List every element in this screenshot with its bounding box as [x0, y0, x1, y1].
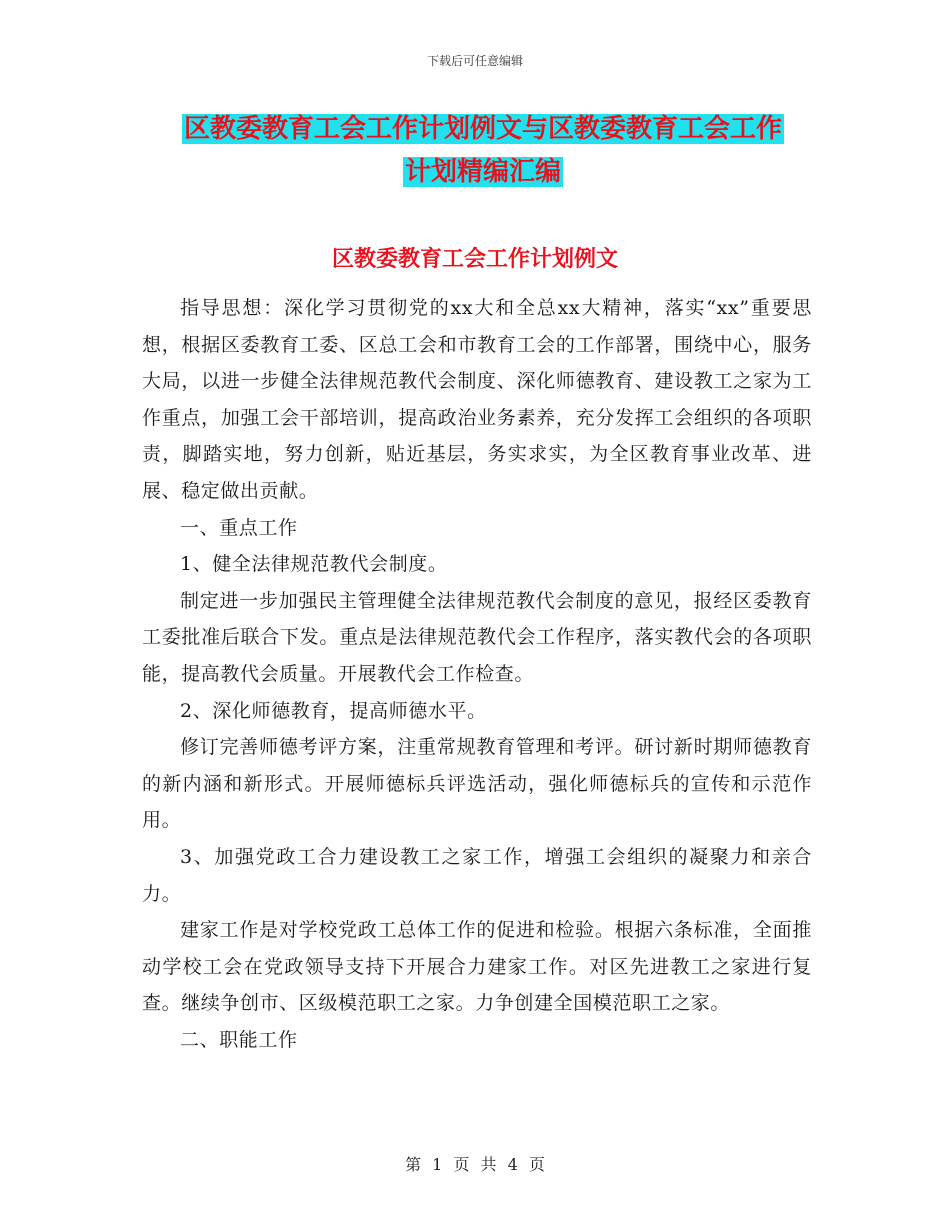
- document-body: [142, 290, 812, 1058]
- document-title: [143, 108, 823, 194]
- paragraph-2: 修订完善师德考评方案，注重常规教育管理和考评。研讨新时期师德教育的新内涵和新形式。开展师德标兵评选活动，强化师德标兵的宣传和示范作用。: [142, 736, 812, 832]
- heading-functional-work: 二、职能工作: [180, 1028, 298, 1051]
- subheading-3: 3、加强党政工合力建设教工之家工作，增强工会组织的凝聚力和亲合力。: [142, 845, 812, 905]
- heading-key-work: 一、重点工作: [180, 516, 298, 539]
- subheading-2: 2、深化师德教育，提高师德水平。: [180, 699, 487, 722]
- paragraph-1: 制定进一步加强民主管理健全法律规范教代会制度的意见，报经区委教育工委批准后联合下发。重点是法律规范教代会工作程序，落实教代会的各项职能，提高教代会质量。开展教代会工作检查。: [142, 589, 812, 685]
- section-title: 区教委教育工会工作计划例文: [331, 246, 618, 272]
- paragraph-3: 建家工作是对学校党政工总体工作的促进和检验。根据六条标准，全面推动学校工会在党政领导支持下开展合力建家工作。对区先进教工之家进行复查。继续争创市、区级模范职工之家。力争创建全国模范职工之家。: [142, 919, 812, 1015]
- paragraph-guiding-thought: 指导思想：深化学习贯彻党的xx大和全总xx大精神，落实“xx”重要思想，根据区委教育工委、区总工会和市教育工会的工作部署，围绕中心，服务大局，以进一步健全法律规范教代会制度、深化师德教育、建设教工之家为工作重点，加强工会干部培训，提高政治业务素养，充分发挥工会组织的各项职责，脚踏实地，努力创新，贴近基层，务实求实，为全区教育事业改革、进展、稳定做出贡献。: [142, 297, 812, 502]
- document-title-line-1: 区教委教育工会工作计划例文与区教委教育工会工作: [183, 114, 782, 144]
- document-title-line-2: 计划精编汇编: [404, 157, 561, 187]
- subheading-1: 1、健全法律规范教代会制度。: [180, 553, 448, 576]
- page-footer: 第 1 页 共 4 页: [405, 1155, 545, 1174]
- page-header: 下载后可任意编辑: [426, 54, 523, 68]
